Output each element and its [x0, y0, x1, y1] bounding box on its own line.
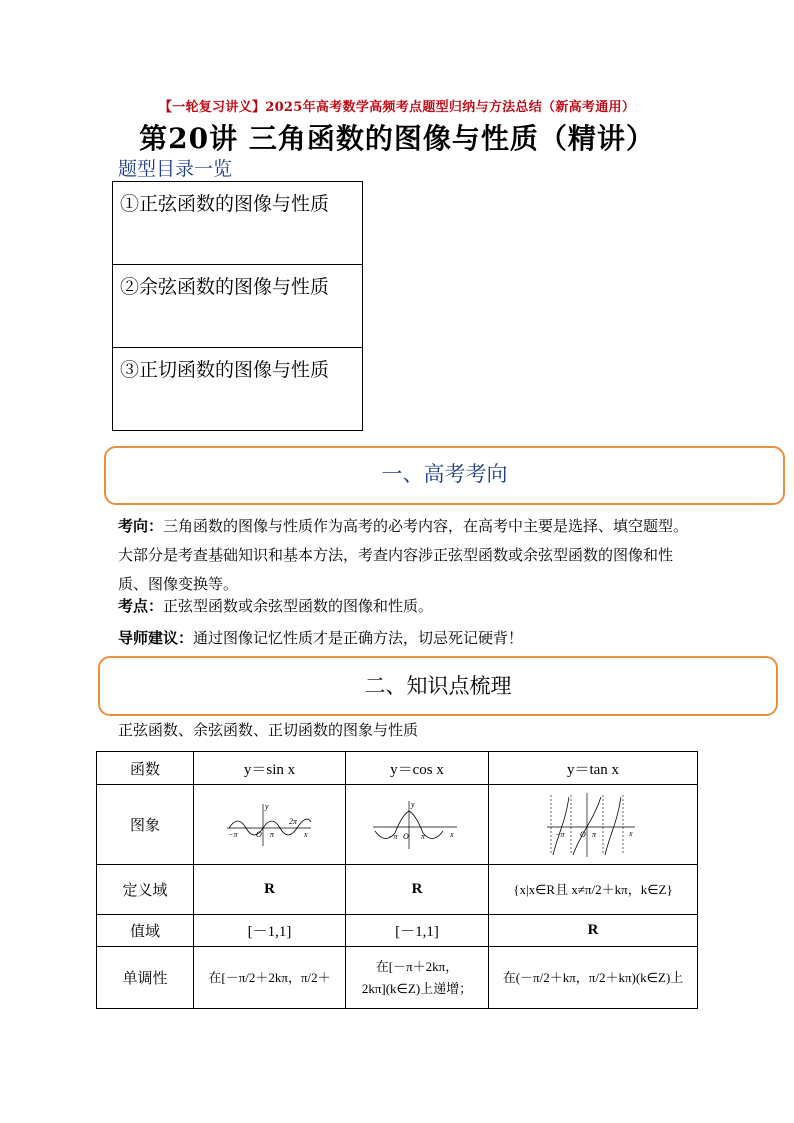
- toc-item[interactable]: ③正切函数的图像与性质: [120, 359, 330, 381]
- cos-graph-cell: [346, 785, 489, 865]
- sin-label-neg-pi: −π: [227, 829, 237, 839]
- tan-label-pi: π: [592, 829, 597, 839]
- kaodian-text: 正弦型函数或余弦型函数的图像和性质。: [163, 597, 434, 615]
- toc-title: 题型目录一览: [118, 158, 233, 180]
- table-caption: 正弦函数、余弦函数、正切函数的图象与性质: [118, 721, 419, 739]
- header-cell-cos: y＝cos x: [346, 752, 489, 785]
- toc-item[interactable]: ②余弦函数的图像与性质: [113, 265, 362, 348]
- sin-label-2pi: 2π: [288, 816, 297, 826]
- range-tan: R: [489, 915, 698, 947]
- range-sin: [－1,1]: [194, 915, 346, 947]
- row-label-range: 值域: [97, 915, 194, 947]
- monotonic-cos-line2: 2kπ](k∈Z)上递增；: [361, 980, 473, 996]
- range-cos: [－1,1]: [346, 915, 489, 947]
- advice-label: 导师建议：: [118, 629, 194, 647]
- kaoxiang-text: 三角函数的图像与性质作为高考的必考内容，在高考中主要是选择、填空题型。大部分是考查基础知识和基本方法，考查内容涉正弦型函数或余弦型函数的图像和性质、图像变换等。: [118, 517, 689, 593]
- header-cell-function: 函数: [97, 752, 194, 785]
- sin-label-x: x: [303, 829, 308, 839]
- toc-item[interactable]: ①正弦函数的图像与性质: [113, 182, 362, 265]
- trig-properties-table: [96, 751, 698, 1009]
- domain-sin: R: [194, 865, 346, 915]
- table-row: [97, 947, 698, 1009]
- table-row: [97, 752, 698, 785]
- kaoxiang-label: 考向：: [118, 517, 164, 535]
- monotonic-sin: 在[－π/2＋2kπ，π/2＋: [194, 947, 346, 1009]
- domain-tan: {x|x∈R且 x≠π/2＋kπ，k∈Z}: [489, 865, 698, 915]
- toc-list: [112, 181, 363, 431]
- advice-paragraph: [118, 624, 523, 653]
- section-heading-exam-direction: 一、高考考向: [104, 446, 785, 505]
- row-label-graph: 图象: [97, 785, 194, 865]
- tan-label-origin: O: [580, 829, 586, 839]
- tan-label-x: x: [629, 828, 633, 838]
- sin-graph: [225, 800, 315, 850]
- monotonic-tan: 在(－π/2＋kπ，π/2＋kπ)(k∈Z)上: [489, 947, 698, 1009]
- tan-graph: [545, 791, 641, 859]
- row-label-monotonicity: 单调性: [97, 947, 194, 1009]
- advice-text: 通过图像记忆性质才是正确方法，切忌死记硬背！: [193, 629, 524, 647]
- cos-label-origin: O: [403, 831, 409, 841]
- table-row: [97, 865, 698, 915]
- sin-label-origin: O: [255, 829, 262, 839]
- cos-label-x: x: [450, 829, 454, 839]
- sin-label-y: y: [264, 801, 269, 811]
- exam-point-paragraph: [118, 592, 433, 621]
- monotonic-cos-line1: 在[－π＋2kπ，: [375, 958, 459, 974]
- sin-label-pi: π: [269, 829, 274, 839]
- cos-label-neg-pi: −π: [388, 831, 398, 841]
- series-header: 【一轮复习讲义】2025年高考数学高频考点题型归纳与方法总结（新高考通用）: [158, 100, 636, 115]
- kaodian-label: 考点：: [118, 597, 164, 615]
- row-label-domain: 定义域: [97, 865, 194, 915]
- table-row: [97, 915, 698, 947]
- domain-cos: R: [346, 865, 489, 915]
- cos-graph: [371, 797, 463, 853]
- monotonic-cos: [346, 947, 489, 1009]
- cos-label-y: y: [411, 799, 415, 809]
- header-cell-tan: y＝tan x: [489, 752, 698, 785]
- tan-graph-cell: [489, 785, 698, 865]
- section-heading-knowledge: 二、知识点梳理: [98, 656, 778, 716]
- table-row: [97, 785, 698, 865]
- cos-label-pi: π: [421, 831, 426, 841]
- sin-graph-cell: [194, 785, 346, 865]
- exam-direction-paragraph: [118, 512, 698, 599]
- header-cell-sin: y＝sin x: [194, 752, 346, 785]
- tan-label-neg-pi: −π: [555, 829, 565, 839]
- lecture-title: 第20讲 三角函数的图像与性质（精讲）: [139, 122, 655, 155]
